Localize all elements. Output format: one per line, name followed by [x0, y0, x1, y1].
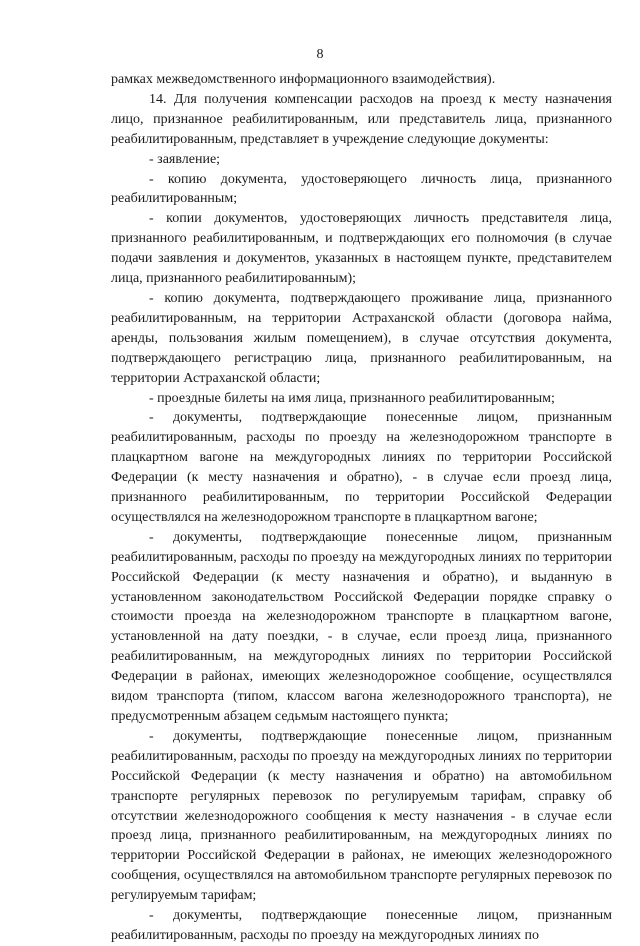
page-number: 8 [316, 47, 324, 62]
document-body [111, 70, 612, 946]
list-item-intercity-expenses-continued: - документы, подтверждающие понесенные лицом, признанным реабилитированным, расходы по проезду на междугородных линиях по [111, 908, 612, 943]
list-item-application: - заявление; [149, 151, 221, 167]
list-item-representative-documents: - копии документов, удостоверяющих личность представителя лица, признанного реабилитированным, и подтверждающих его полномочия (в случае подачи заявления и документов, указанных в настоящем пункте, представителем лица, признанного реабилитированным); [111, 211, 612, 287]
list-item-identity-copy: - копию документа, удостоверяющего личность лица, признанного реабилитированным; [111, 171, 612, 207]
list-item-road-transport-expenses: - документы, подтверждающие понесенные лицом, признанным реабилитированным, расходы по проезду на междугородных линиях по территории Российской Федерации (к месту назначения и обратно) на автомобильном транспорте регулярных перевозок по регулируемым тарифам, справку об отсутствии железнодорожного сообщения к месту назначения - в случае если проезд лица, признанного реабилитированным, на междугородных линиях по территории Российской Федерации в районах, не имеющих железнодорожного сообщения, осуществлялся на автомобильном транспорте регулярных перевозок по регулируемым тарифам; [111, 728, 612, 904]
paragraph-item-14: 14. Для получения компенсации расходов на проезд к месту назначения лицо, признанное реабилитированным, или представитель лица, признанного реабилитированным, представляет в учреждение следующие документы: [111, 91, 612, 147]
list-item-residence-document: - копию документа, подтверждающего проживание лица, признанного реабилитированным, на территории Астраханской области (договора найма, аренды, пользования жилым помещением), в случае отсутствия документа, подтверждающего регистрацию лица, признанного реабилитированным, на территории Астраханской области; [111, 290, 612, 386]
list-item-rail-expenses: - документы, подтверждающие понесенные лицом, признанным реабилитированным, расходы по проезду на железнодорожном транспорте в плацкартном вагоне на междугородных линиях по территории Российской Федерации (к месту назначения и обратно), - в случае если проезд лица, признанного реабилитированным, по территории Российской Федерации осуществлялся на железнодорожном транспорте в плацкартном вагоне; [111, 410, 612, 525]
list-item-intercity-expenses-certificate: - документы, подтверждающие понесенные лицом, признанным реабилитированным, расходы по проезду на междугородных линиях по территории Российской Федерации (к месту назначения и обратно), и выданную в установленном законодательством Российской Федерации порядке справку о стоимости проезда на железнодорожном транспорте в плацкартном вагоне, установленной на дату поездки, - в случае, если проезд лица, признанного реабилитированным, на междугородных линиях по территории Российской Федерации в районах, имеющих железнодорожное сообщение, осуществлялся видом транспорта (типом, классом вагона железнодорожного транспорта), не предусмотренным абзацем седьмым настоящего пункта; [111, 529, 612, 724]
paragraph-continuation: рамках межведомственного информационного взаимодействия). [111, 72, 496, 87]
list-item-travel-tickets: - проездные билеты на имя лица, признанного реабилитированным; [149, 390, 555, 406]
